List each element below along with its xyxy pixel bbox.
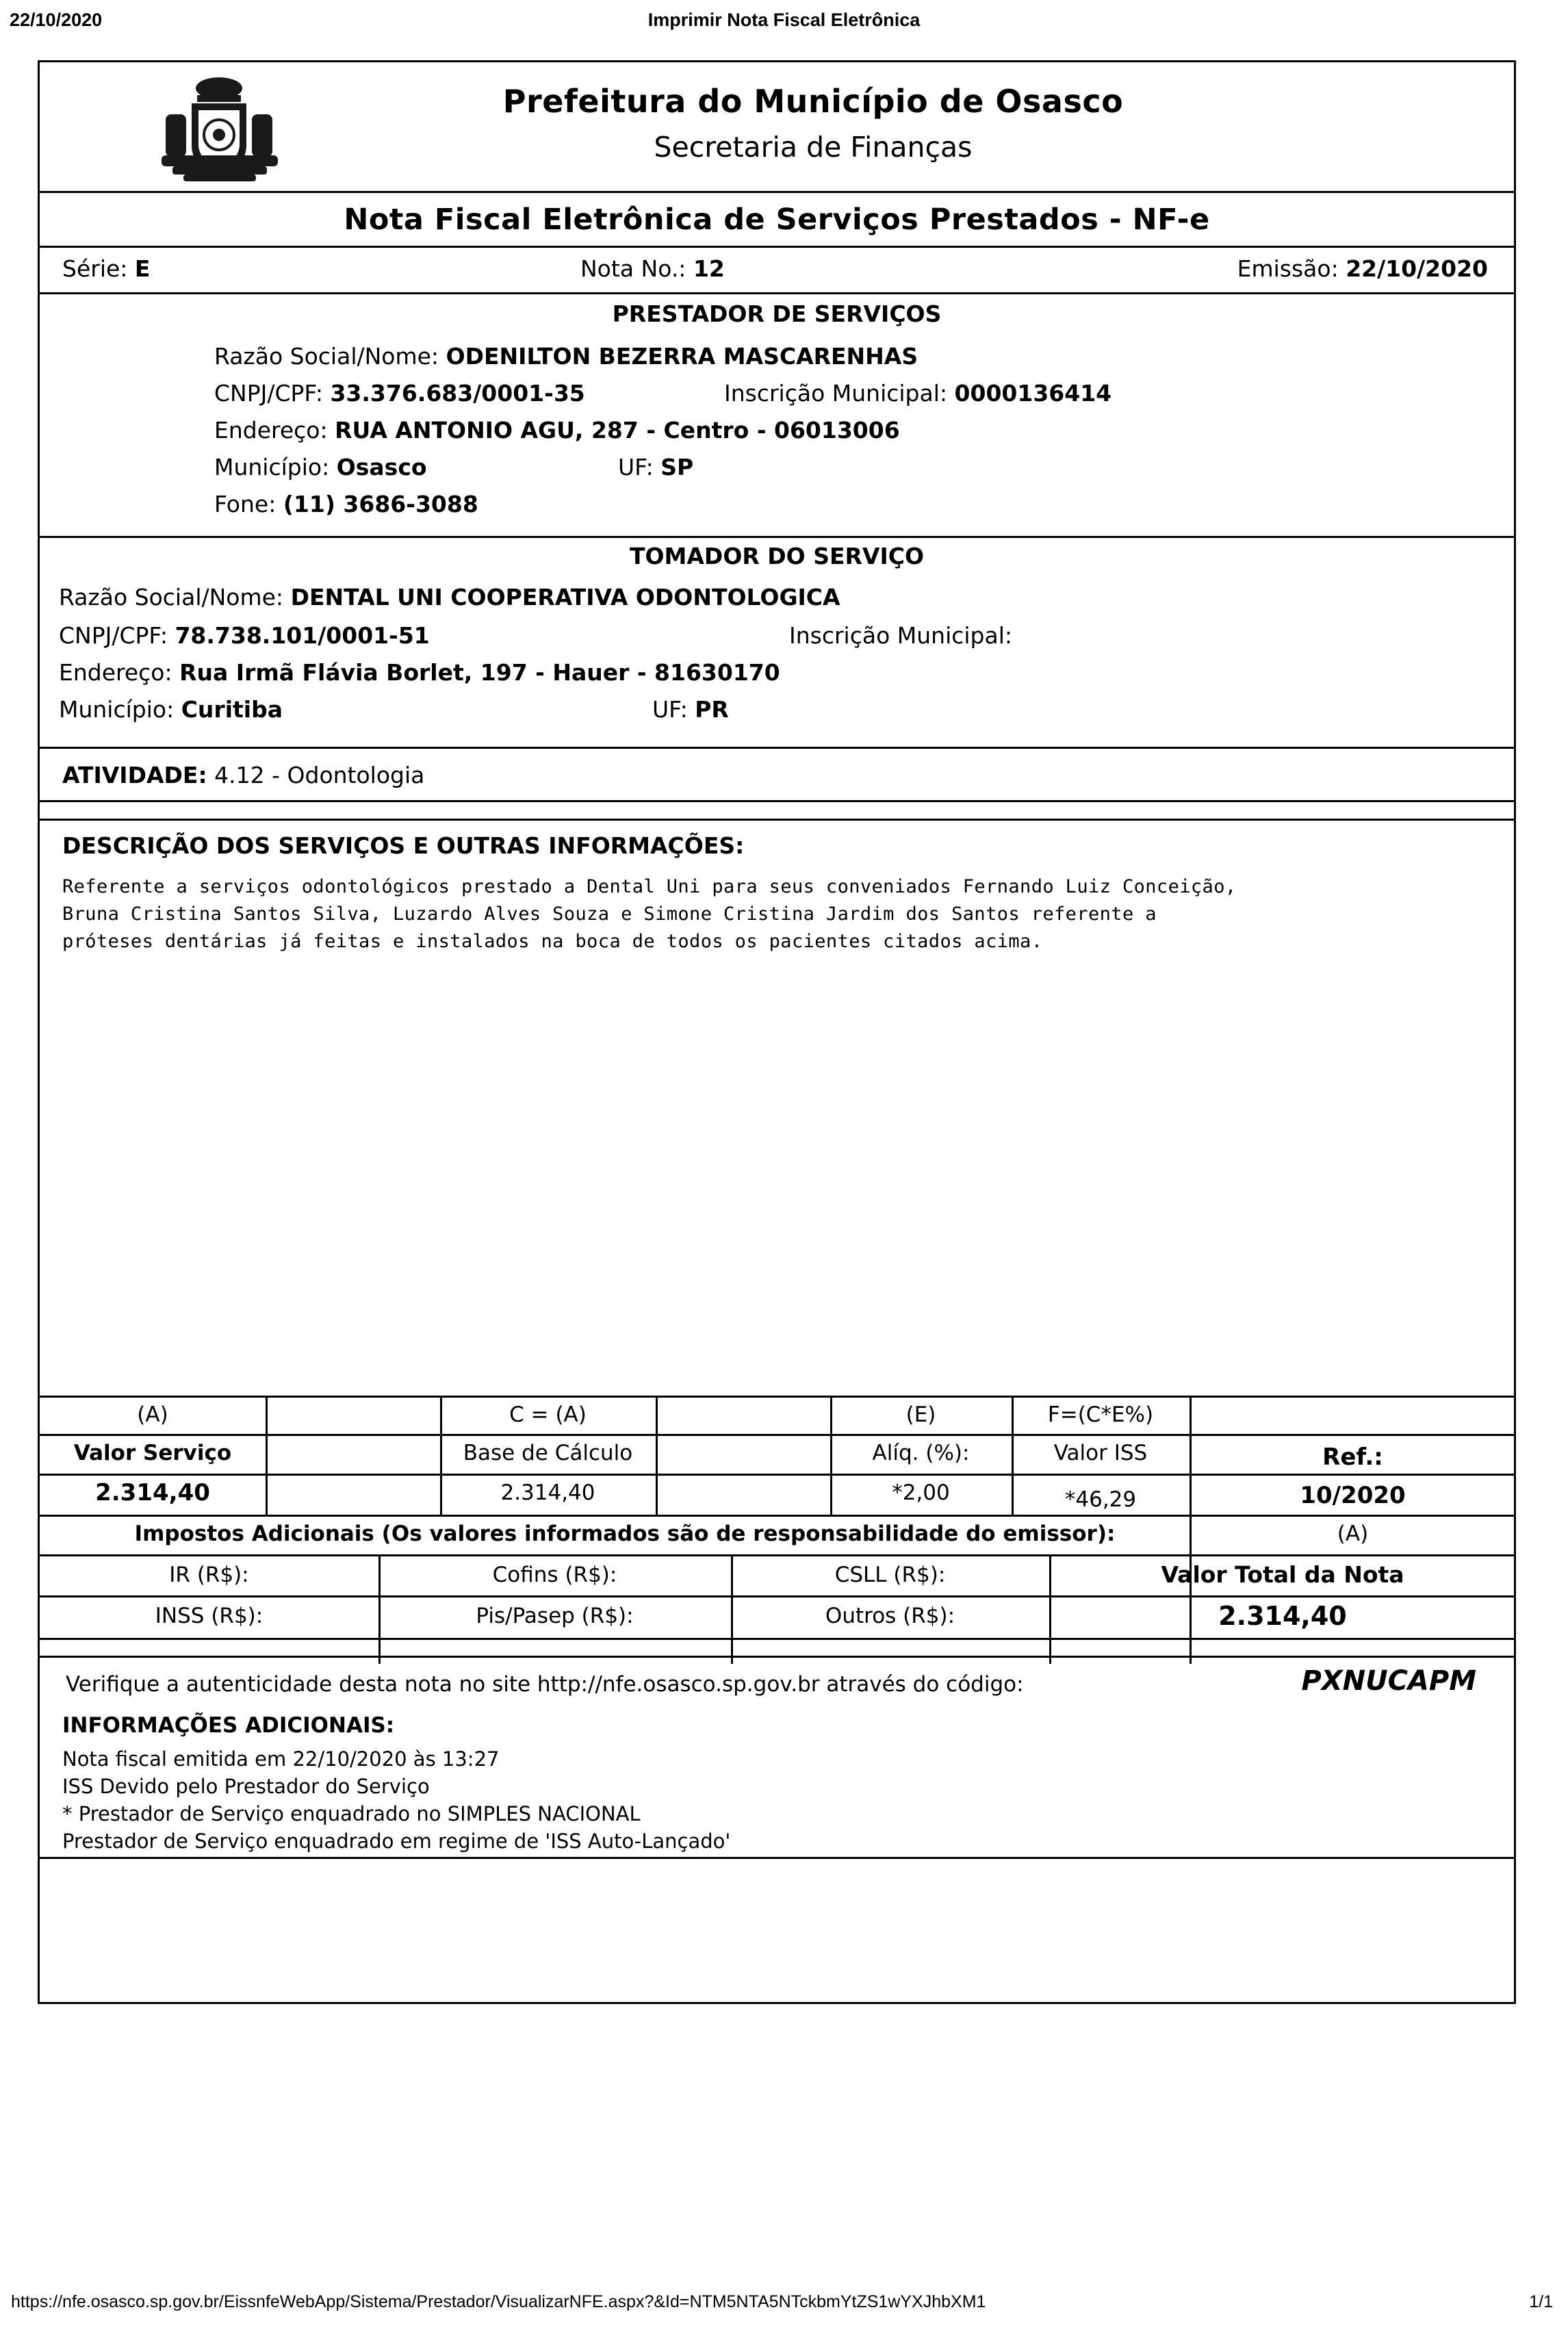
prestador-cnpj-value: 33.376.683/0001-35 [330, 380, 585, 407]
code-e: (E) [905, 1402, 936, 1427]
tomador-razao-label: Razão Social/Nome: [59, 584, 284, 611]
impostos-adicionais-title [67, 1522, 1183, 1546]
emissao-value: 22/10/2020 [1346, 255, 1488, 282]
ref-label: Ref.: [1322, 1443, 1383, 1471]
codigo-autenticidade: PXNUCAPM [1301, 1665, 1476, 1697]
tomador-uf-label: UF: [652, 696, 688, 723]
divider [656, 1396, 658, 1515]
prestador-uf [618, 454, 693, 480]
serie-row [40, 253, 1514, 292]
divider [40, 246, 1514, 248]
tomador-razao-value: DENTAL UNI COOPERATIVA ODONTOLOGICA [290, 584, 840, 611]
ref-value: 10/2020 [1300, 1482, 1406, 1509]
impostos-adicionais-bold: Impostos Adicionais (Os valores informados são de responsabilidade do emissor): [134, 1522, 1116, 1546]
informacoes-adicionais-line-1: Nota fiscal emitida em 22/10/2020 às 13:27 [62, 1747, 500, 1771]
divider [40, 800, 1514, 802]
aliquota-value: *2,00 [892, 1480, 950, 1505]
descricao-line-2: Bruna Cristina Santos Silva, Luzardo Alves Souza e Simone Cristina Jardim dos Santos referente a [62, 903, 1157, 925]
divider [40, 1474, 1514, 1476]
coat-of-arms-icon [156, 75, 283, 191]
prestador-fone-value: (11) 3686-3088 [283, 491, 478, 517]
divider [40, 292, 1514, 294]
ir-label: IR (R$): [169, 1563, 249, 1587]
tomador-uf [652, 696, 729, 723]
tomador-cnpj-label: CNPJ/CPF: [59, 622, 168, 649]
descricao-line-1: Referente a serviços odontológicos prestado a Dental Uni para seus conveniados Fernando Luiz Conceição, [62, 876, 1237, 897]
tomador-endereco-value: Rua Irmã Flávia Borlet, 197 - Hauer - 81630170 [179, 659, 780, 686]
prestador-cnpj-label: CNPJ/CPF: [214, 380, 323, 407]
prestador-endereco-value: RUA ANTONIO AGU, 287 - Centro - 06013006 [335, 417, 900, 444]
tomador-uf-value: PR [695, 696, 729, 723]
divider [40, 1638, 1514, 1640]
divider [40, 1434, 1514, 1436]
valor-servico-label: Valor Serviço [73, 1441, 232, 1465]
nota-field [580, 255, 725, 282]
divider [40, 1396, 1514, 1398]
informacoes-adicionais-line-4: Prestador de Serviço enquadrado em regime de 'ISS Auto-Lançado' [62, 1830, 731, 1853]
prestador-municipio-label: Município: [214, 454, 330, 480]
outros-label: Outros (R$): [825, 1604, 955, 1628]
print-title: Imprimir Nota Fiscal Eletrônica [647, 10, 921, 30]
verifique-text: Verifique a autenticidade desta nota no site http://nfe.osasco.sp.gov.br através do código: [66, 1672, 1024, 1697]
prestador-endereco-label: Endereço: [214, 417, 328, 444]
descricao-title: DESCRIÇÃO DOS SERVIÇOS E OUTRAS INFORMAÇÕES: [62, 832, 745, 859]
tomador-municipio [59, 696, 283, 723]
impostos-code-a: (A) [1337, 1522, 1369, 1546]
atividade-label: ATIVIDADE: [62, 762, 207, 788]
divider [40, 1595, 1514, 1597]
divider [40, 191, 1514, 193]
nota-label: Nota No.: [580, 255, 686, 282]
print-page-number: 1/1 [1529, 2292, 1553, 2311]
tomador-endereco [59, 659, 780, 686]
prefeitura-title: Prefeitura do Município de Osasco [502, 83, 1124, 120]
secretaria-subtitle: Secretaria de Finanças [654, 131, 973, 164]
serie-field [62, 255, 150, 282]
atividade-row [62, 762, 424, 788]
prestador-uf-value: SP [660, 454, 694, 480]
base-calculo-label: Base de Cálculo [463, 1441, 633, 1465]
prestador-razao-label: Razão Social/Nome: [214, 343, 439, 370]
code-a: (A) [137, 1402, 168, 1427]
nota-fiscal-document [38, 60, 1516, 2004]
divider [40, 1554, 1514, 1556]
print-source-url: https://nfe.osasco.sp.gov.br/EissnfeWebApp/Sistema/Prestador/VisualizarNFE.aspx?&Id=NTM5NTA5NTckbmYtZS1wYXJhbXM1 [11, 2292, 986, 2311]
prestador-uf-label: UF: [618, 454, 654, 480]
print-header [0, 10, 1568, 37]
divider [266, 1396, 268, 1515]
valor-total-value: 2.314,40 [1218, 1601, 1347, 1631]
valor-iss-value: *46,29 [1064, 1487, 1137, 1512]
tomador-municipio-value: Curitiba [181, 696, 283, 723]
serie-label: Série: [62, 255, 128, 282]
nota-value: 12 [693, 255, 725, 282]
valor-total-label: Valor Total da Nota [1161, 1561, 1404, 1588]
emissao-label: Emissão: [1237, 255, 1339, 282]
divider [40, 1515, 1514, 1517]
cofins-label: Cofins (R$): [492, 1563, 617, 1587]
descricao-body [62, 873, 1438, 955]
divider [40, 747, 1514, 749]
atividade-value: 4.12 - Odontologia [214, 762, 425, 788]
valor-iss-label: Valor ISS [1053, 1441, 1148, 1465]
prestador-im-label: Inscrição Municipal: [724, 380, 948, 407]
tomador-im [789, 622, 1012, 649]
tomador-section-title: TOMADOR DO SERVIÇO [629, 543, 925, 569]
tomador-im-label: Inscrição Municipal: [789, 622, 1013, 649]
tomador-endereco-label: Endereço: [59, 659, 172, 686]
prestador-section-title: PRESTADOR DE SERVIÇOS [612, 300, 942, 327]
prestador-municipio-value: Osasco [336, 454, 427, 480]
print-footer [0, 2292, 1568, 2317]
informacoes-adicionais-title: INFORMAÇÕES ADICIONAIS: [62, 1713, 395, 1738]
prestador-im-value: 0000136414 [954, 380, 1112, 407]
prestador-fone-label: Fone: [214, 491, 277, 517]
divider [40, 536, 1514, 538]
nfe-title: Nota Fiscal Eletrônica de Serviços Prestados - NF-e [344, 203, 1210, 237]
csll-label: CSLL (R$): [834, 1563, 946, 1587]
code-c: C = (A) [509, 1402, 587, 1427]
prestador-cnpj [214, 380, 585, 407]
base-calculo-value: 2.314,40 [500, 1480, 595, 1505]
prestador-endereco [214, 417, 900, 444]
emissao-field [1237, 255, 1488, 282]
tomador-razao [59, 584, 840, 611]
inss-label: INSS (R$): [155, 1604, 264, 1628]
aliquota-label: Alíq. (%): [872, 1441, 970, 1465]
tomador-cnpj-value: 78.738.101/0001-51 [175, 622, 430, 649]
pis-label: Pis/Pasep (R$): [476, 1604, 634, 1628]
prestador-fone [214, 491, 478, 517]
tomador-municipio-label: Município: [59, 696, 175, 723]
prestador-im [724, 380, 1111, 407]
prestador-municipio [214, 454, 427, 480]
prestador-razao-value: ODENILTON BEZERRA MASCARENHAS [446, 343, 918, 370]
divider [40, 1656, 1514, 1658]
print-date: 22/10/2020 [10, 10, 103, 30]
valor-servico-value: 2.314,40 [95, 1479, 210, 1506]
descricao-line-3: próteses dentárias já feitas e instalados na boca de todos os pacientes citados acima. [62, 931, 1043, 952]
divider [40, 819, 1514, 821]
serie-value: E [134, 255, 151, 282]
tomador-cnpj [59, 622, 430, 649]
informacoes-adicionais-line-3: * Prestador de Serviço enquadrado no SIMPLES NACIONAL [62, 1802, 641, 1825]
divider [40, 1857, 1514, 1859]
informacoes-adicionais-line-2: ISS Devido pelo Prestador do Serviço [62, 1775, 430, 1798]
prestador-razao [214, 343, 918, 370]
code-f: F=(C*E%) [1047, 1402, 1154, 1427]
